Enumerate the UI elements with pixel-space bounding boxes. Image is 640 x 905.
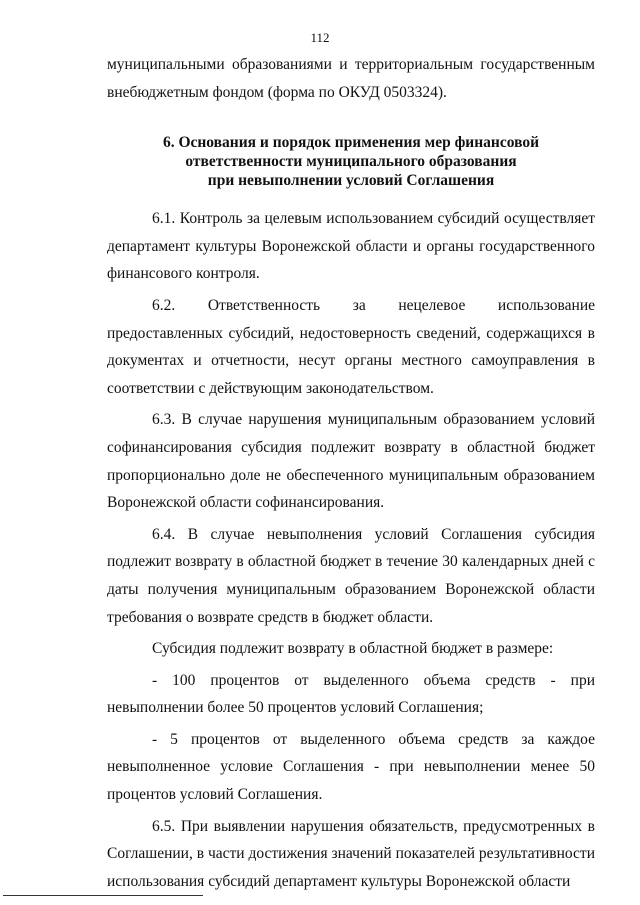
section-title [107, 133, 595, 190]
paragraph-6-1: 6.1. Контроль за целевым использованием субсидий осуществляет департамент культуры Воронежской области и органы государственного финансового контроля. [107, 210, 595, 283]
list-item-5-percent: - 5 процентов от выделенного объема средств за каждое невыполненное условие Соглашения - при невыполнении менее 50 процентов условий Соглашения. [107, 730, 595, 804]
paragraph-refund: Субсидия подлежит возврату в областной бюджет в размере: [152, 640, 554, 658]
page-number: 112 [310, 30, 330, 45]
section-title-line-1: 6. Основания и порядок применения мер финансовой [162, 134, 540, 152]
list-item-100-percent: - 100 процентов от выделенного объема средств - при невыполнении более 50 процентов условий Соглашения; [107, 671, 595, 717]
section-title-line-3: при невыполнении условий Соглашения [207, 172, 495, 190]
document-body [107, 51, 595, 895]
paragraph-6-5: 6.5. При выявлении нарушения обязательств, предусмотренных в Соглашении, в части достижения значений показателей результативности использования субсидий департамент культуры Воронежской области [107, 817, 595, 890]
paragraph-6-3: 6.3. В случае нарушения муниципальным образованием условий софинансирования субсидия подлежит возврату в областной бюджет пропорционально доле не обеспеченного муниципальным образованием Воронежской области софинансирования. [107, 411, 595, 512]
footnote-divider [3, 895, 203, 896]
section-title-line-2: ответственности муниципального образования [185, 153, 517, 171]
intro-paragraph: муниципальными образованиями и территориальным государственным внебюджетным фондом (форма по ОКУД 0503324). [107, 56, 595, 101]
paragraph-6-4: 6.4. В случае невыполнения условий Соглашения субсидия подлежит возврату в областной бюджет в течение 30 календарных дней с даты получения муниципальным образованием Воронежской области требования о возврате средств в бюджет области. [107, 525, 595, 626]
paragraph-6-2: 6.2. Ответственность за нецелевое использование предоставленных субсидий, недостоверность сведений, содержащихся в документах и отчетности, несут органы местного самоуправления в соответствии с действующим законодательством. [107, 296, 595, 397]
